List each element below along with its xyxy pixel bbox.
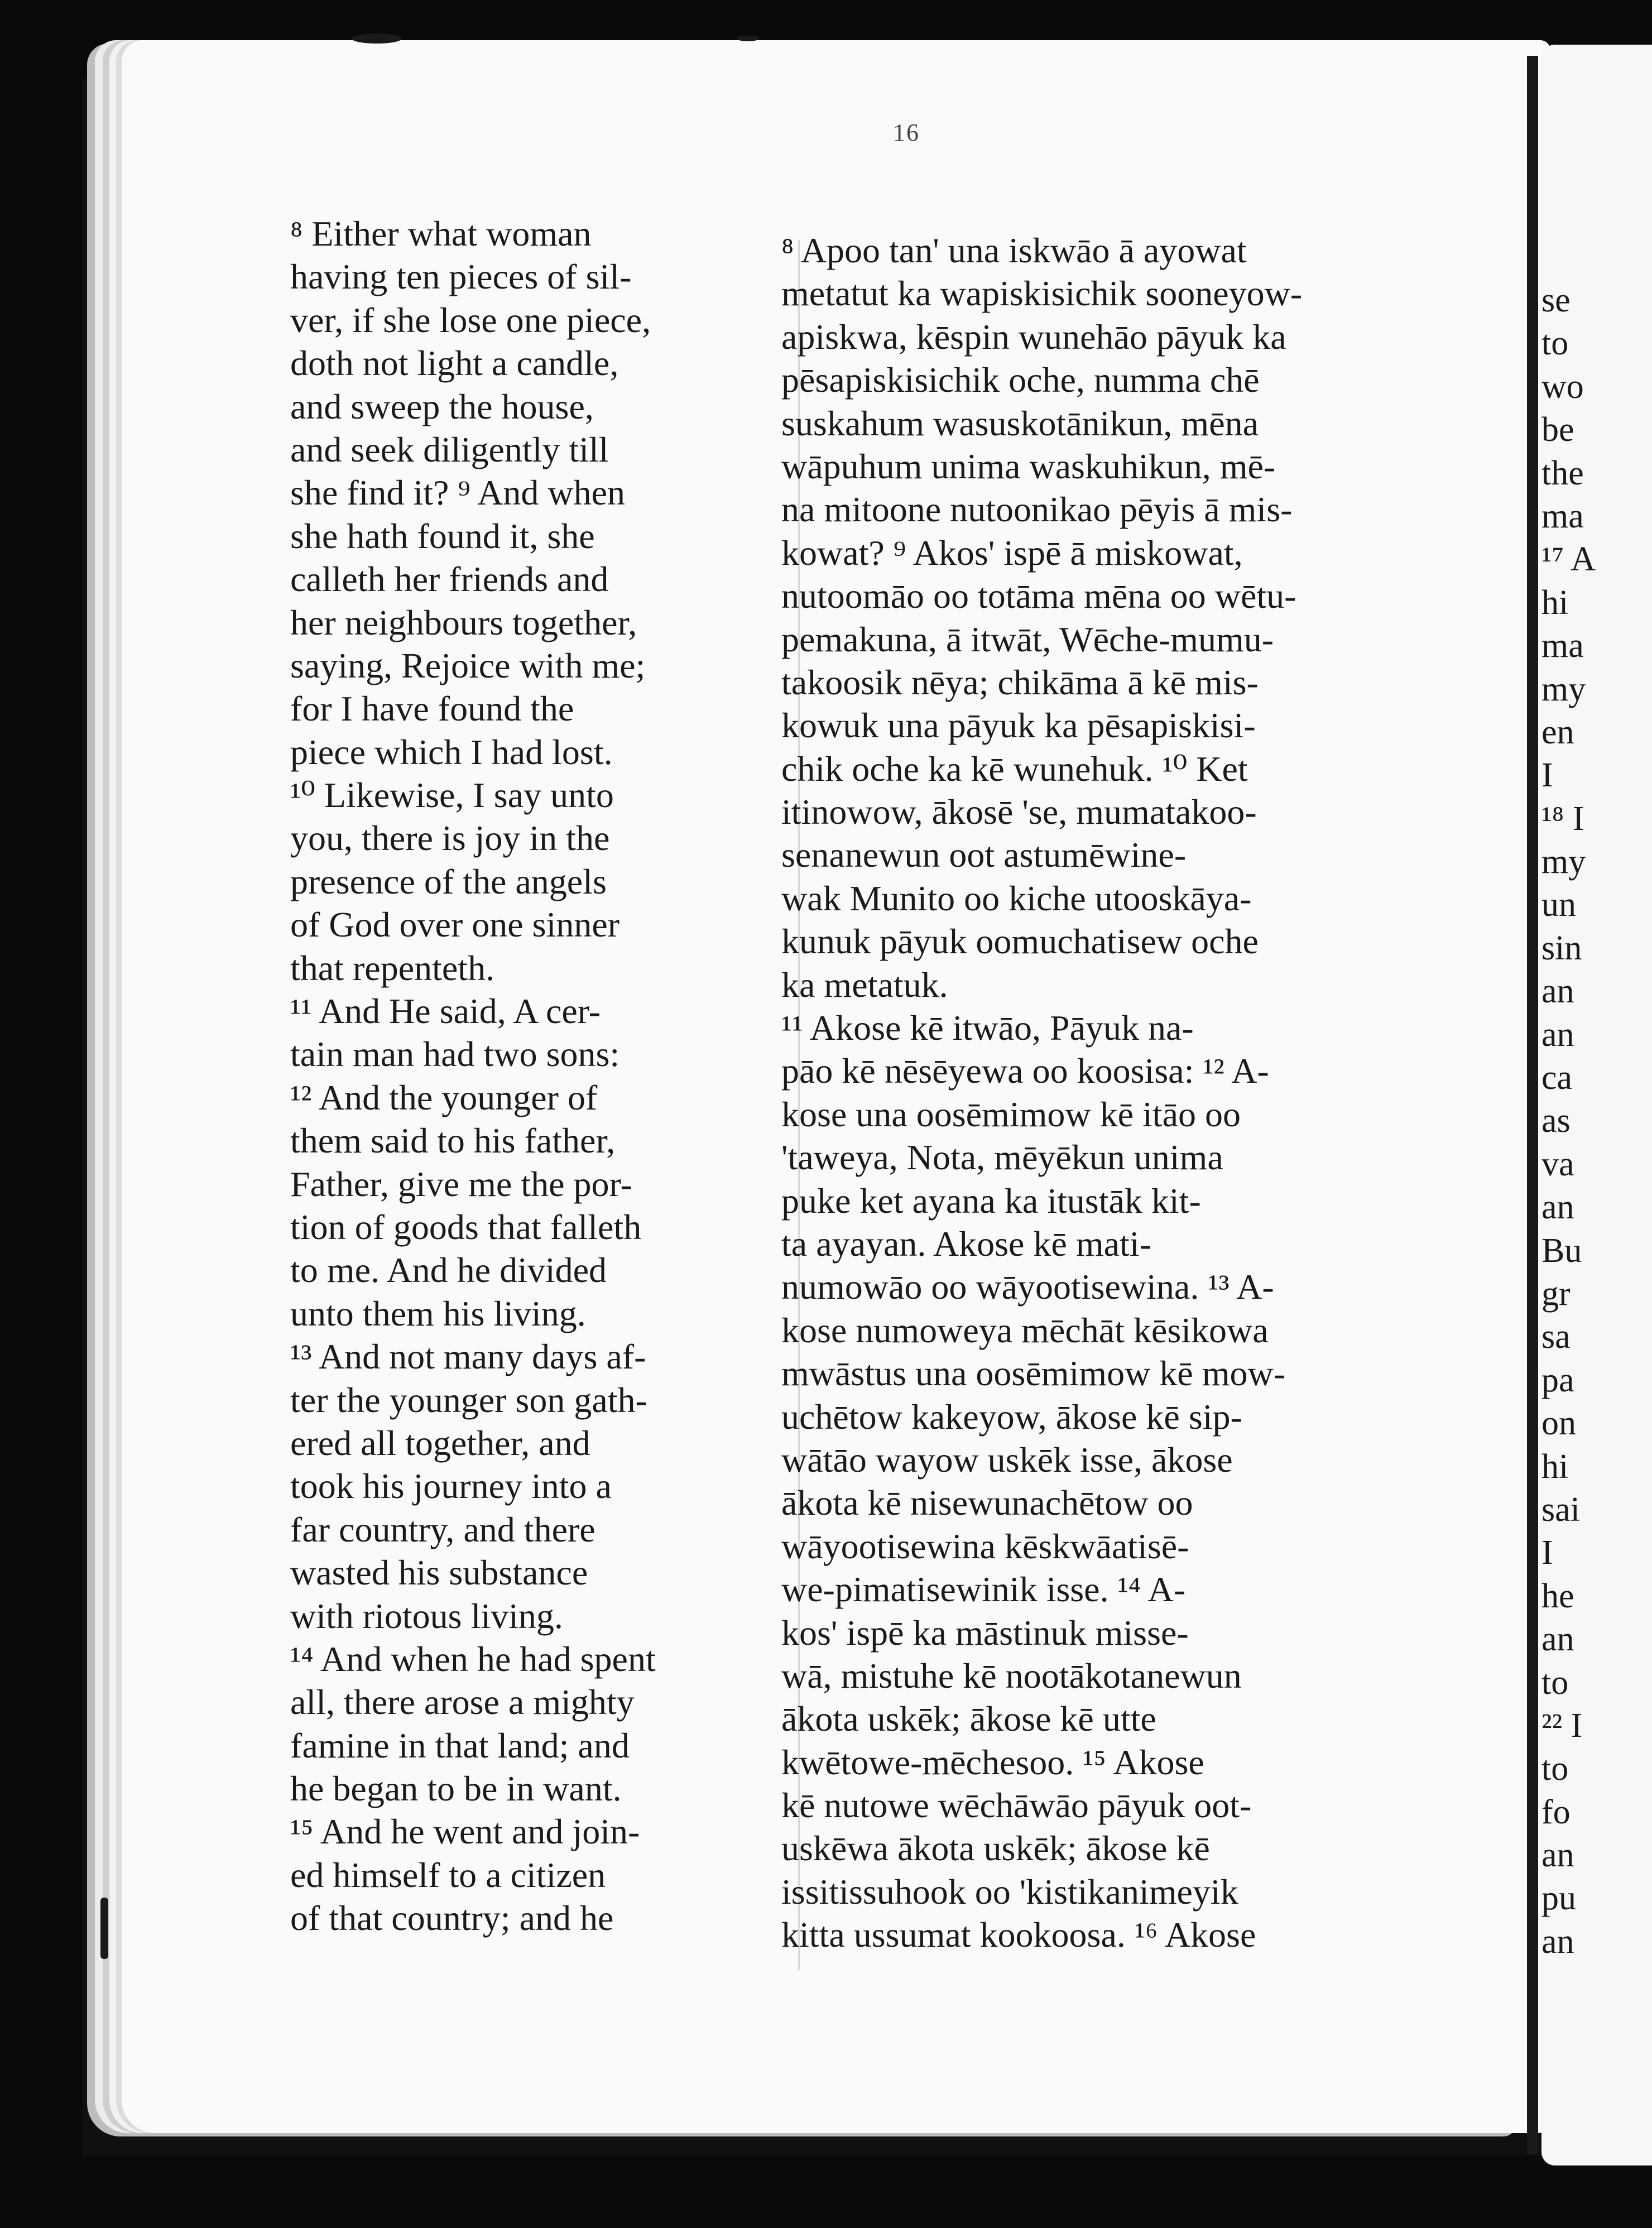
cree-text-line: kose numoweya mēchāt kēsikowa [781, 1310, 1269, 1350]
english-text-line: ⁸ Either what woman [290, 214, 592, 253]
cree-text-line: ka metatuk. [781, 964, 948, 1005]
page-number: 16 [893, 119, 920, 146]
page-stack-edge [87, 84, 121, 2104]
right-page-text-fragment: an [1541, 972, 1574, 1011]
right-page-text-fragment: on [1541, 1404, 1576, 1443]
cree-text-line: takoosik nēya; chikāma ā kē mis- [781, 662, 1259, 702]
right-page-text-fragment: ¹⁷ A [1541, 540, 1596, 579]
cree-text-line: kē nutowe wēchāwāo pāyuk oot- [781, 1785, 1252, 1826]
cree-text-line: wātāo wayow uskēk isse, ākose [781, 1439, 1233, 1480]
english-text-line: ¹³ And not many days af- [290, 1337, 646, 1377]
right-page-text-fragments [1541, 279, 1652, 1963]
english-text-line: having ten pieces of sil- [290, 257, 632, 297]
right-page-text-fragment: he [1541, 1577, 1574, 1615]
english-text-line: ¹² And the younger of [290, 1077, 598, 1117]
cree-text-line: kitta ussumat kookoosa. ¹⁶ Akose [781, 1915, 1256, 1955]
cree-text-column [781, 229, 1501, 1957]
right-page-text-fragment: se [1541, 281, 1571, 319]
right-page-text-fragment: hi [1541, 583, 1569, 622]
scan-speck [352, 33, 402, 44]
english-text-line: Father, give me the por- [290, 1164, 632, 1204]
cree-text-line: nutoomāo oo totāma mēna oo wētu- [781, 576, 1296, 616]
cree-text-line: uskēwa ākota uskēk; ākose kē [781, 1828, 1210, 1869]
right-page-text-fragment: ¹⁸ I [1541, 799, 1584, 838]
right-page-text-fragment: sa [1541, 1318, 1571, 1356]
english-text-line: ¹⁵ And he went and join- [290, 1812, 640, 1852]
cree-text-line: mwāstus una oosēmimow kē mow- [781, 1353, 1285, 1394]
right-page-text-fragment: ²² I [1541, 1706, 1583, 1745]
cree-text-line: pēsapiskisichik oche, numma chē [781, 360, 1260, 400]
cree-text-line: wā, mistuhe kē nootākotanewun [781, 1655, 1242, 1696]
english-text-line: she hath found it, she [290, 516, 595, 556]
cree-text-line: metatut ka wapiskisichik sooneyow- [781, 273, 1303, 314]
right-page-text-fragment: un [1541, 886, 1576, 924]
english-text-line: with riotous living. [290, 1596, 563, 1636]
right-page-text-fragment: sin [1541, 929, 1582, 967]
english-text-line: all, there arose a mighty [290, 1682, 635, 1722]
english-text-line: that repenteth. [290, 948, 495, 988]
right-page-text-fragment: sai [1541, 1490, 1580, 1529]
english-text-line: she find it? ⁹ And when [290, 473, 625, 513]
scan-speck [100, 1898, 108, 1959]
cree-text-line: ākota kē nisewunachētow oo [781, 1483, 1193, 1523]
right-page-text-fragment: the [1541, 454, 1584, 492]
right-page-text-fragment: pu [1541, 1879, 1576, 1918]
cree-text-line: we-pimatisewinik isse. ¹⁴ A- [781, 1569, 1186, 1610]
english-text-line: and sweep the house, [290, 386, 594, 426]
cree-text-line: wāyootisewina kēskwāatisē- [781, 1526, 1189, 1566]
right-page-text-fragment: an [1541, 1188, 1574, 1227]
english-text-line: ¹⁴ And when he had spent [290, 1639, 656, 1679]
english-text-line: to me. And he divided [290, 1250, 607, 1290]
right-page-text-fragment: an [1541, 1620, 1574, 1659]
english-text-line: saying, Rejoice with me; [290, 645, 646, 685]
right-page-text-fragment: to [1541, 324, 1569, 363]
english-text-line: ¹⁰ Likewise, I say unto [290, 775, 614, 815]
cree-text-line: suskahum wasuskotānikun, mēna [781, 403, 1259, 443]
right-page-text-fragment: an [1541, 1015, 1574, 1054]
cree-text-line: ākota uskēk; ākose kē utte [781, 1699, 1156, 1739]
cree-text-line: kunuk pāyuk oomuchatisew oche [781, 921, 1259, 962]
english-text-line: ter the younger son gath- [290, 1380, 647, 1420]
right-page-text-fragment: gr [1541, 1274, 1571, 1313]
cree-text-line: pemakuna, ā itwāt, Wēche-mumu- [781, 619, 1274, 659]
cree-text-line: issitissuhook oo 'kistikanimeyik [781, 1871, 1238, 1912]
english-text-line: and seek diligently till [290, 429, 609, 469]
cree-text-line: pāo kē nēsēyewa oo koosisa: ¹² A- [781, 1051, 1269, 1091]
cree-text-line: kwētowe-mēchesoo. ¹⁵ Akose [781, 1742, 1204, 1782]
english-text-line: ered all together, and [290, 1423, 590, 1463]
right-page-text-fragment: to [1541, 1750, 1569, 1788]
english-text-line: he began to be in want. [290, 1769, 622, 1809]
cree-text-line: chik oche ka kē wunehuk. ¹⁰ Ket [781, 748, 1248, 789]
right-page-text-fragment: ca [1541, 1059, 1573, 1097]
cree-text-line: kos' ispē ka māstinuk misse- [781, 1612, 1189, 1653]
cree-text-line: puke ket ayana ka itustāk kit- [781, 1180, 1201, 1221]
right-page-text-fragment: my [1541, 670, 1586, 708]
right-page-text-fragment: hi [1541, 1447, 1569, 1486]
right-page-text-fragment: as [1541, 1102, 1571, 1140]
right-page-text-fragment: ma [1541, 497, 1584, 535]
right-page-text-fragment: ma [1541, 627, 1584, 665]
cree-text-line: itinowow, ākosē 'se, mumatakoo- [781, 792, 1257, 832]
right-page-text-fragment: an [1541, 1922, 1574, 1961]
english-text-line: tion of goods that falleth [290, 1207, 642, 1247]
right-page-text-fragment: be [1541, 411, 1574, 449]
cree-text-line: kose una oosēmimow kē itāo oo [781, 1094, 1241, 1134]
english-text-line: piece which I had lost. [290, 732, 613, 772]
cree-text-line: wak Munito oo kiche utooskāya- [781, 878, 1252, 918]
cree-text-line: 'taweya, Nota, mēyēkun unima [781, 1137, 1223, 1178]
cree-text-line: ⁸ Apoo tan' una iskwāo ā ayowat [781, 231, 1247, 270]
english-text-line: doth not light a candle, [290, 343, 619, 383]
english-text-line: famine in that land; and [290, 1725, 630, 1765]
english-text-line: them said to his father, [290, 1121, 616, 1161]
english-text-line: far country, and there [290, 1509, 596, 1549]
english-text-line: ver, if she lose one piece, [290, 300, 651, 340]
right-page-text-fragment: en [1541, 713, 1574, 751]
english-text-line: for I have found the [290, 689, 574, 729]
right-page-text-fragment: pa [1541, 1361, 1574, 1399]
cree-text-line: senanewun oot astumēwine- [781, 835, 1187, 875]
right-page-text-fragment: an [1541, 1836, 1574, 1875]
right-page-text-fragment: va [1541, 1145, 1574, 1183]
english-text-line: calleth her friends and [290, 559, 609, 599]
cree-text-line: ta ayayan. Akose kē mati- [781, 1223, 1151, 1264]
cree-text-line: wāpuhum unima waskuhikun, mē- [781, 446, 1276, 486]
right-page-text-fragment: to [1541, 1663, 1569, 1702]
english-text-line: presence of the angels [290, 861, 607, 901]
english-text-line: you, there is joy in the [290, 818, 610, 858]
english-text-line: of God over one sinner [290, 905, 620, 945]
english-text-line: ed himself to a citizen [290, 1855, 606, 1895]
right-page-edge [1541, 45, 1652, 2165]
right-page-text-fragment: wo [1541, 367, 1584, 406]
english-text-line: tain man had two sons: [290, 1034, 620, 1074]
right-page-text-fragment: my [1541, 843, 1586, 881]
book-gutter [1527, 56, 1538, 2154]
english-text-line: of that country; and he [290, 1898, 614, 1938]
cree-text-line: uchētow kakeyow, ākose kē sip- [781, 1396, 1242, 1437]
cree-text-line: ¹¹ Akose kē itwāo, Pāyuk na- [781, 1008, 1194, 1048]
scan-speck [737, 36, 759, 41]
right-page-text-fragment: I [1541, 756, 1553, 795]
cree-text-line: kowat? ⁹ Akos' ispē ā miskowat, [781, 532, 1243, 573]
cree-text-line: na mitoone nutoonikao pēyis ā mis- [781, 489, 1293, 530]
english-text-line: unto them his living. [290, 1293, 586, 1333]
english-text-line: took his journey into a [290, 1466, 612, 1506]
cree-text-line: kowuk una pāyuk ka pēsapiskisi- [781, 705, 1256, 746]
cree-text-line: apiskwa, kēspin wunehāo pāyuk ka [781, 316, 1286, 357]
right-page-text-fragment: Bu [1541, 1231, 1582, 1270]
english-text-line: wasted his substance [290, 1553, 588, 1593]
english-text-column [290, 212, 770, 1940]
cree-text-line: numowāo oo wāyootisewina. ¹³ A- [781, 1267, 1274, 1307]
english-text-line: her neighbours together, [290, 602, 637, 642]
right-page-text-fragment: I [1541, 1534, 1553, 1572]
right-page-text-fragment: fo [1541, 1793, 1571, 1831]
english-text-line: ¹¹ And He said, A cer- [290, 991, 601, 1031]
